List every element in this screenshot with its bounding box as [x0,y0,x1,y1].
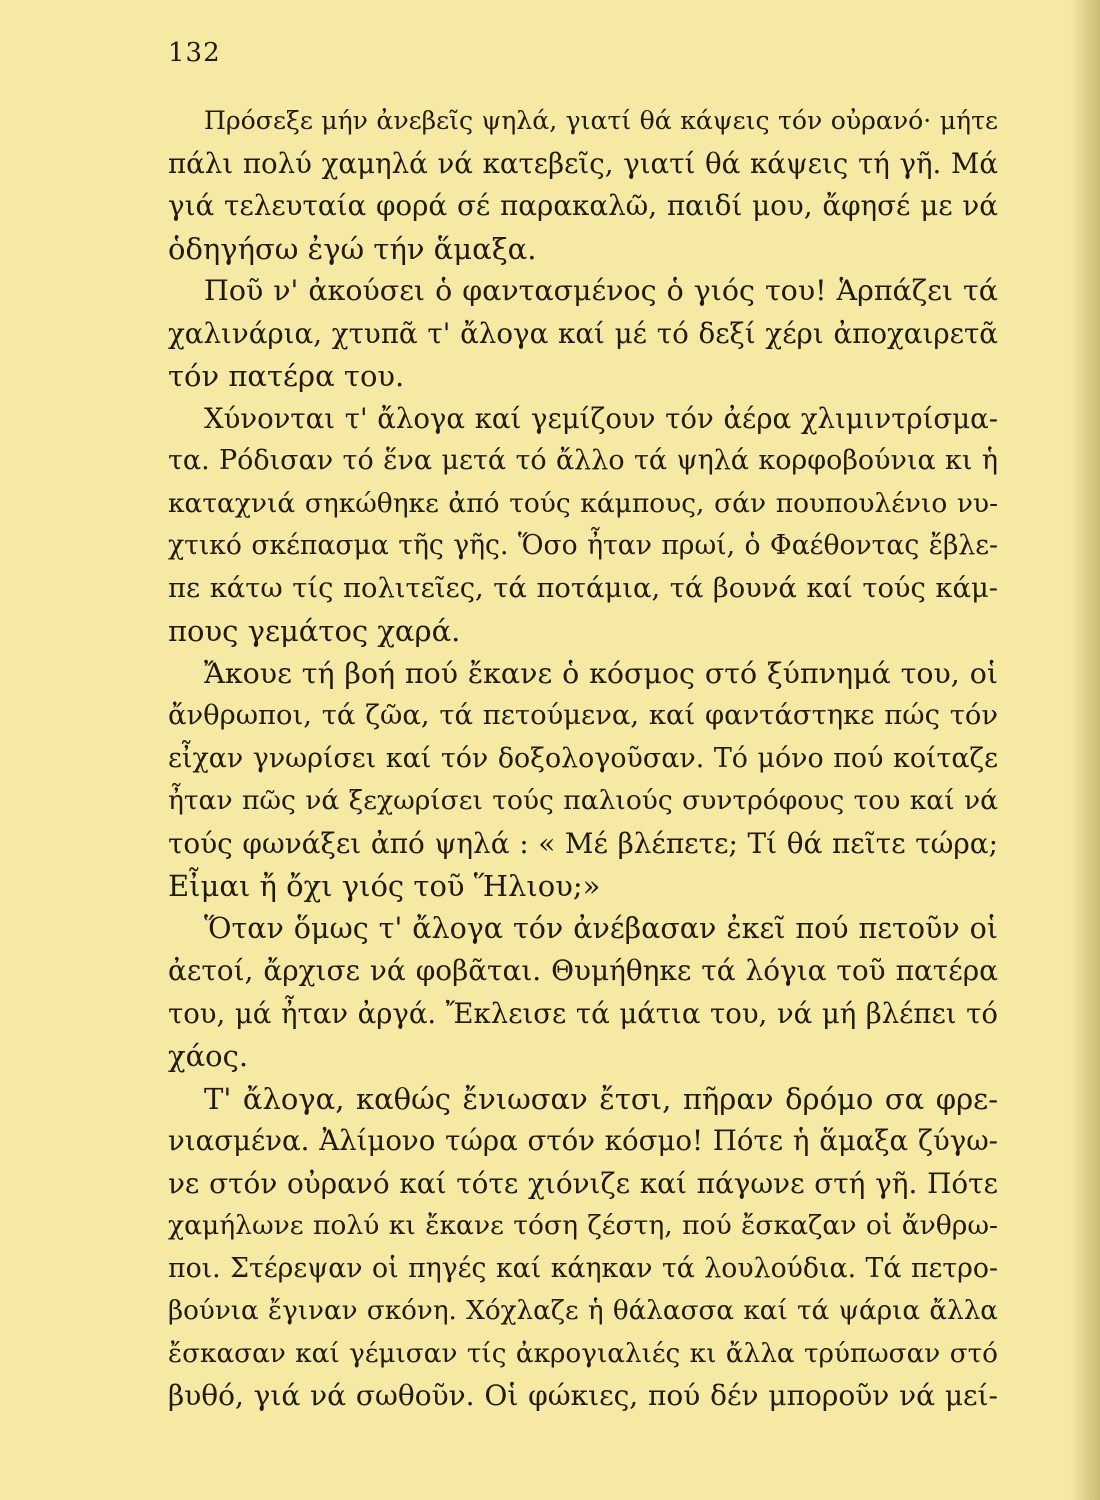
text-line: ἄνθρωποι, τά ζῶα, τά πετούμενα, καί φαντάστηκε πώς τόν [168,700,998,731]
text-line: Πρόσεξε μήν ἀνεβεῖς ψηλά, γιατί θά κάψεις τόν οὐρανό· μήτε [204,106,998,135]
text-line: βούνια ἔγιναν σκόνη. Χόχλαζε ἡ θάλασσα καί τά ψάρια ἄλλα [168,1296,998,1326]
body-text [168,100,998,1418]
text-line: Τ' ἄλογα, καθώς ἔνιωσαν ἔτσι, πῆραν δρόμο σα φρε- [204,1081,998,1116]
text-line: χαλινάρια, χτυπᾶ τ' ἄλογα καί μέ τό δεξί χέρι ἀποχαιρετᾶ [168,316,998,350]
text-line: πους γεμάτος χαρά. [168,614,461,648]
page-edge-shadow [1070,0,1100,1500]
text-line: Ποῦ ν' ἀκούσει ὁ φαντασμένος ὁ γιός του! Ἁρπάζει τά [204,274,998,307]
text-line: ἔσκασαν καί γέμισαν τίς ἀκρογιαλιές κι ἄλλα τρύπωσαν στό [168,1338,998,1369]
page-number: 132 [168,38,221,68]
text-line: τα. Ρόδισαν τό ἕνα μετά τό ἄλλο τά ψηλά κορφοβούνια κι ἡ [168,445,998,476]
text-line: τόν πατέρα του. [168,359,405,393]
text-line: νιασμένα. Ἀλίμονο τώρα στόν κόσμο! Πότε ἡ ἅμαξα ζύγω- [168,1124,998,1157]
text-line: νε στόν οὐρανό καί τότε χιόνιζε καί πάγωνε στή γῆ. Πότε [168,1166,998,1200]
text-line: γιά τελευταία φορά σέ παρακαλῶ, παιδί μου, ἄφησέ με νά [168,189,998,222]
text-line: πε κάτω τίς πολιτεῖες, τά ποτάμια, τά βουνά καί τούς κάμ- [168,572,998,604]
text-line: χτικό σκέπασμα τῆς γῆς. Ὅσο ἦταν πρωί, ὁ Φαέθοντας ἔβλε- [168,530,998,561]
text-line: του, μά ἦταν ἀργά. Ἔκλεισε τά μάτια του, νά μή βλέπει τό [168,997,998,1030]
text-line: ἀετοί, ἄρχισε νά φοβᾶται. Θυμήθηκε τά λόγια τοῦ πατέρα [168,954,998,987]
text-line: Ὅταν ὅμως τ' ἄλογα τόν ἀνέβασαν ἐκεῖ πού πετοῦν οἱ [204,911,998,945]
text-line: Χύνονται τ' ἄλογα καί γεμίζουν τόν ἀέρα χλιμιντρίσμα- [204,402,998,435]
text-line: καταχνιά σηκώθηκε ἀπό τούς κάμπους, σάν πουπουλένιο νυ- [168,487,998,519]
text-line: ὁδηγήσω ἐγώ τήν ἅμαξα. [168,231,537,266]
text-line: τούς φωνάξει ἀπό ψηλά : « Μέ βλέπετε; Τί θά πεῖτε τώρα; [168,826,998,860]
text-line: εἶχαν γνωρίσει καί τόν δοξολογοῦσαν. Τό μόνο πού κοίταζε [168,742,998,774]
text-line: πάλι πολύ χαμηλά νά κατεβεῖς, γιατί θά κάψεις τή γῆ. Μά [168,146,998,180]
text-line: βυθό, γιά νά σωθοῦν. Οἱ φώκιες, πού δέν μποροῦν νά μεί- [168,1379,998,1412]
text-line: χάος. [168,1039,249,1073]
text-line: ποι. Στέρεψαν οἱ πηγές καί κάηκαν τά λουλούδια. Τά πετρο- [168,1252,998,1284]
text-line: Εἶμαι ἤ ὄχι γιός τοῦ Ἥλιου;» [168,869,601,903]
text-line: ἦταν πῶς νά ξεχωρίσει τούς παλιούς συντρόφους του καί νά [168,785,998,816]
text-line: χαμήλωνε πολύ κι ἔκανε τόση ζέστη, πού ἔσκαζαν οἱ ἄνθρω- [168,1210,998,1241]
text-line: Ἄκουε τή βοή πού ἔκανε ὁ κόσμος στό ξύπνημά του, οἱ [204,656,998,690]
